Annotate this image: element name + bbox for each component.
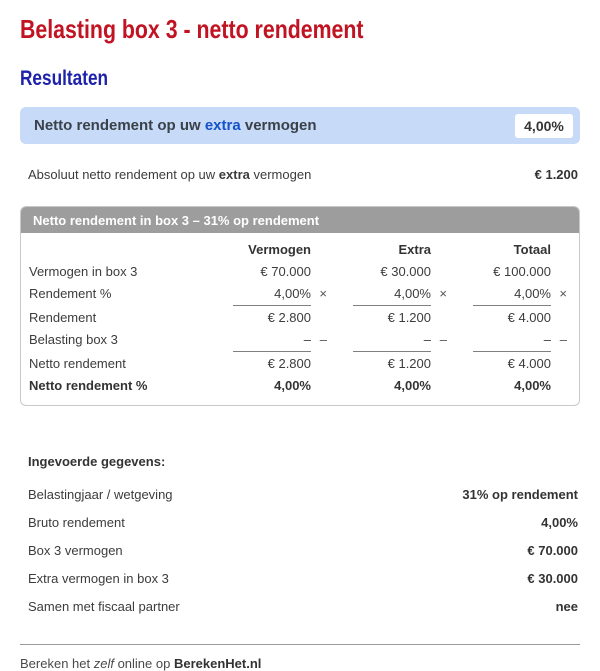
row-label: Rendement % bbox=[29, 286, 112, 301]
input-value: € 70.000 bbox=[527, 543, 578, 558]
input-value: € 30.000 bbox=[527, 571, 578, 586]
cell-operator bbox=[311, 310, 327, 325]
column-header-totaal: Totaal bbox=[513, 242, 551, 257]
minus-operator: – bbox=[559, 332, 567, 347]
calculation-card-header: Netto rendement in box 3 – 31% op rendement bbox=[21, 207, 579, 233]
input-row bbox=[20, 511, 580, 534]
cell-operator bbox=[431, 356, 447, 371]
cell-value: € 4.000 bbox=[507, 310, 551, 325]
cell-operator bbox=[551, 310, 567, 325]
minus-operator: – bbox=[319, 332, 327, 347]
input-value: nee bbox=[555, 599, 578, 614]
cell-operator bbox=[431, 378, 447, 393]
table-column-header-row bbox=[29, 238, 567, 260]
calculation-card bbox=[20, 206, 580, 406]
input-label: Extra vermogen in box 3 bbox=[28, 571, 169, 586]
cell-value: 4,00% bbox=[233, 286, 311, 306]
input-row bbox=[20, 567, 580, 590]
highlight-label-accent: extra bbox=[204, 117, 241, 134]
footer-text-prefix: Bereken het bbox=[20, 656, 94, 671]
cell-value: € 100.000 bbox=[493, 264, 551, 279]
input-label: Bruto rendement bbox=[28, 515, 125, 530]
absolute-result-row bbox=[20, 167, 580, 182]
cell-operator bbox=[551, 264, 567, 279]
highlight-label-prefix: Netto rendement op uw bbox=[34, 117, 205, 134]
absolute-label-suffix: vermogen bbox=[249, 167, 312, 182]
footer-credit bbox=[20, 656, 580, 671]
cell-operator bbox=[431, 264, 447, 279]
input-label: Belastingjaar / wetgeving bbox=[28, 487, 173, 502]
table-row bbox=[29, 306, 567, 328]
cell-value: € 4.000 bbox=[507, 356, 551, 371]
input-row bbox=[20, 539, 580, 562]
cell-value: – bbox=[233, 332, 311, 352]
cell-value: – bbox=[353, 332, 431, 352]
input-row bbox=[20, 483, 580, 506]
input-label: Box 3 vermogen bbox=[28, 543, 123, 558]
input-value: 4,00% bbox=[541, 515, 578, 530]
row-label: Rendement bbox=[29, 310, 97, 325]
absolute-label-prefix: Absoluut netto rendement op uw bbox=[28, 167, 219, 182]
cell-operator bbox=[311, 378, 327, 393]
highlight-result-bar bbox=[20, 107, 580, 144]
highlight-label-suffix: vermogen bbox=[240, 117, 317, 134]
footer-text-zelf: zelf bbox=[93, 656, 114, 671]
row-label: Vermogen in box 3 bbox=[29, 264, 138, 279]
footer-divider bbox=[20, 644, 580, 645]
cell-value: € 30.000 bbox=[380, 264, 431, 279]
cell-value: € 1.200 bbox=[387, 356, 431, 371]
berekenhet-brand-link[interactable]: BerekenHet.nl bbox=[173, 656, 262, 671]
column-header-vermogen: Vermogen bbox=[248, 242, 311, 257]
cell-operator bbox=[431, 310, 447, 325]
table-row bbox=[29, 260, 567, 282]
row-label: Belasting box 3 bbox=[29, 332, 118, 347]
footer-text-middle: online op bbox=[113, 656, 174, 671]
inputs-heading: Ingevoerde gegevens: bbox=[28, 454, 166, 469]
cell-value: € 70.000 bbox=[260, 264, 311, 279]
cell-operator bbox=[311, 264, 327, 279]
input-value: 31% op rendement bbox=[462, 487, 578, 502]
absolute-result-label bbox=[28, 167, 535, 182]
multiply-operator: × bbox=[559, 286, 567, 301]
highlight-result-label bbox=[34, 117, 515, 134]
calculation-table bbox=[21, 233, 579, 405]
table-row bbox=[29, 352, 567, 374]
cell-value: – bbox=[473, 332, 551, 352]
cell-value: 4,00% bbox=[394, 378, 431, 393]
cell-value: 4,00% bbox=[353, 286, 431, 306]
cell-value: € 2.800 bbox=[267, 356, 311, 371]
cell-operator bbox=[311, 356, 327, 371]
page-title: Belasting box 3 - netto rendement bbox=[20, 14, 364, 44]
row-label: Netto rendement % bbox=[29, 378, 148, 393]
multiply-operator: × bbox=[319, 286, 327, 301]
absolute-result-value: € 1.200 bbox=[534, 167, 578, 182]
absolute-label-accent: extra bbox=[218, 167, 250, 182]
cell-value: 4,00% bbox=[514, 378, 551, 393]
table-row bbox=[29, 328, 567, 352]
row-label: Netto rendement bbox=[29, 356, 126, 371]
cell-operator bbox=[551, 378, 567, 393]
input-row bbox=[20, 595, 580, 618]
inputs-list bbox=[20, 483, 580, 618]
input-label: Samen met fiscaal partner bbox=[28, 599, 180, 614]
table-row-total bbox=[29, 374, 567, 396]
cell-value: € 1.200 bbox=[387, 310, 431, 325]
cell-value: 4,00% bbox=[473, 286, 551, 306]
table-row bbox=[29, 282, 567, 306]
minus-operator: – bbox=[439, 332, 447, 347]
multiply-operator: × bbox=[439, 286, 447, 301]
column-header-extra: Extra bbox=[398, 242, 431, 257]
section-title-resultaten: Resultaten bbox=[20, 67, 109, 90]
cell-value: € 2.800 bbox=[267, 310, 311, 325]
cell-operator bbox=[551, 356, 567, 371]
cell-value: 4,00% bbox=[274, 378, 311, 393]
highlight-result-value: 4,00% bbox=[515, 114, 573, 138]
